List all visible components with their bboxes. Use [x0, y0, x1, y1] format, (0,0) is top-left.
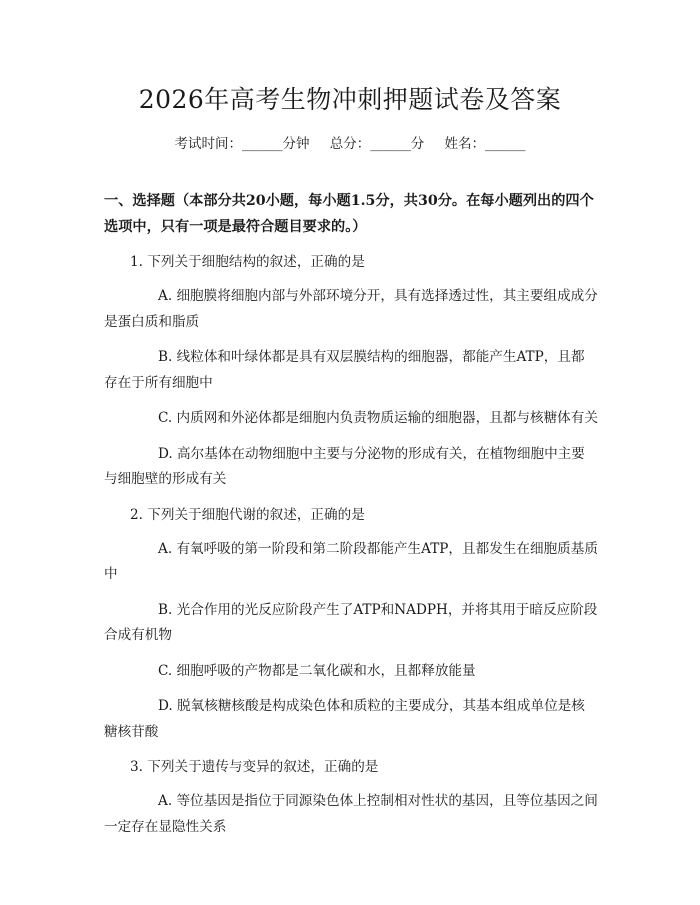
exam-info-line — [0, 132, 700, 152]
question-option: A. 有氧呼吸的第一阶段和第二阶段都能产生ATP，且都发生在细胞质基质中 — [104, 540, 598, 582]
page-title: 2026年高考生物冲刺押题试卷及答案 — [138, 85, 562, 114]
exam-time-field: 考试时间：______分钟 — [174, 136, 310, 152]
student-name-field: 姓名：______ — [444, 136, 526, 152]
question-option: A. 细胞膜将细胞内部与外部环境分开，具有选择透过性，其主要组成成分是蛋白质和脂质 — [104, 288, 598, 330]
section-heading: 一、选择题（本部分共20小题，每小题1.5分，共30分。在每小题列出的四个选项中，只有一项是最符合题目要求的。） — [104, 193, 594, 235]
question-option: C. 细胞呼吸的产物都是二氧化碳和水，且都释放能量 — [158, 662, 476, 679]
question-option: A. 等位基因是指位于同源染色体上控制相对性状的基因，且等位基因之间一定存在显隐性关系 — [104, 793, 598, 835]
question-option: D. 脱氧核糖核酸是构成染色体和质粒的主要成分，其基本组成单位是核糖核苷酸 — [104, 698, 585, 740]
question-option: B. 光合作用的光反应阶段产生了ATP和NADPH，并将其用于暗反应阶段合成有机物 — [104, 601, 598, 643]
question-option: C. 内质网和外泌体都是细胞内负责物质运输的细胞器，且都与核糖体有关 — [158, 410, 598, 426]
exam-content — [104, 188, 598, 850]
question-option: D. 高尔基体在动物细胞中主要与分泌物的形成有关，在植物细胞中主要与细胞壁的形成有关 — [104, 445, 585, 487]
question-option: B. 线粒体和叶绿体都是具有双层膜结构的细胞器，都能产生ATP，且都存在于所有细胞中 — [104, 349, 585, 391]
question-stem: 1. 下列关于细胞结构的叙述，正确的是 — [130, 254, 365, 270]
total-score-field: 总分：______分 — [329, 136, 425, 152]
question-stem: 3. 下列关于遗传与变异的叙述，正确的是 — [130, 759, 379, 775]
question-stem: 2. 下列关于细胞代谢的叙述，正确的是 — [130, 506, 365, 523]
